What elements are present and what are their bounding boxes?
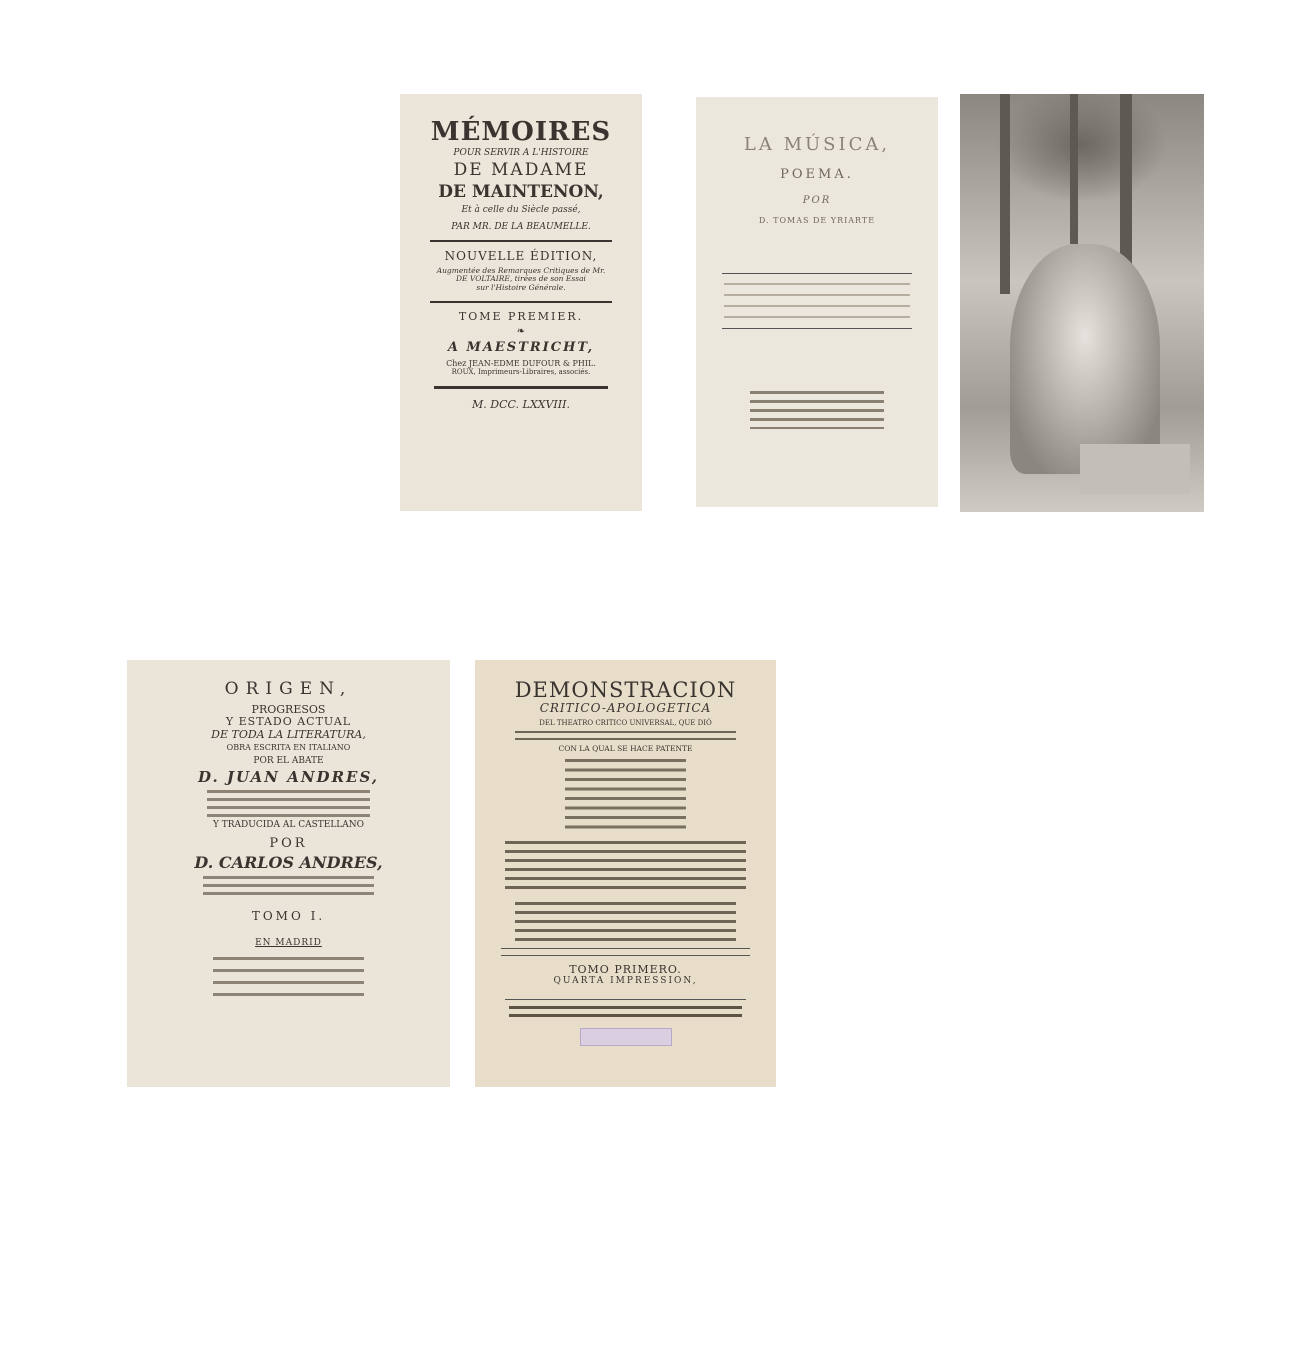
text-block (515, 900, 736, 944)
divider (430, 301, 612, 303)
title: ORIGEN, (224, 679, 353, 699)
text-line: Augmentée des Remarques Critiques de Mr. (436, 265, 606, 275)
text-line: A MAESTRICHT, (447, 339, 595, 355)
divider (722, 328, 912, 329)
text-line: DE MAINTENON, (438, 181, 604, 202)
divider (434, 386, 608, 389)
text-line: TOMO I. (251, 908, 326, 923)
engraving-frontispiece[interactable] (960, 94, 1204, 512)
imprint-block (509, 1004, 742, 1018)
divider (430, 240, 612, 242)
book-title-page-origen[interactable] (127, 660, 450, 1087)
text-line: PAR MR. DE LA BEAUMELLE. (451, 221, 591, 232)
library-stamp (580, 1028, 672, 1046)
divider (505, 999, 746, 1000)
book-title-page-demonstracion[interactable] (475, 660, 776, 1087)
text-line: POUR SERVIR A L'HISTOIRE (453, 147, 589, 158)
text-line: TOMO PRIMERO. (569, 962, 682, 976)
title: LA MÚSICA, (743, 134, 891, 155)
list-block (565, 756, 686, 832)
text-line: Chez JEAN-EDME DUFOUR & PHIL. (446, 358, 596, 368)
text-block (505, 838, 746, 894)
text-line: POR EL ABATE (253, 755, 324, 766)
text-line: NOUVELLE ÉDITION, (444, 249, 598, 264)
text-line: ROUX, Imprimeurs-Libraires, associés. (451, 367, 591, 376)
book-title-page-la-musica[interactable] (696, 97, 938, 507)
text-line: Et à celle du Siècle passé, (461, 205, 581, 216)
tree (1000, 94, 1010, 294)
text-line: DE MADAME (453, 160, 589, 181)
text-line: Y TRADUCIDA AL CASTELLANO (212, 820, 365, 831)
tree (1120, 94, 1132, 264)
book-title-page-memoires[interactable] (400, 94, 642, 511)
text-line: POR (269, 835, 308, 851)
text-line: EN MADRID (255, 937, 322, 948)
text-line: PROGRESOS (251, 702, 326, 716)
imprint-block (750, 389, 884, 429)
text-line: DE TODA LA LITERATURA, (211, 727, 366, 741)
text-line: TOME PREMIER. (458, 309, 584, 323)
tree (1070, 94, 1078, 244)
title: MÉMOIRES (430, 117, 612, 147)
text-line: D. JUAN ANDRES, (198, 768, 379, 786)
epigraph-block (724, 278, 910, 324)
divider (722, 273, 912, 274)
divider (501, 955, 750, 956)
text-line: CRITICO-APOLOGETICA (539, 701, 712, 716)
text-line: Y ESTADO ACTUAL (225, 715, 352, 729)
text-line: OBRA ESCRITA EN ITALIANO (226, 743, 351, 753)
divider (501, 948, 750, 949)
text-line: QUARTA IMPRESSION, (553, 976, 698, 987)
text-block (203, 874, 374, 900)
text-line: sur l'Histoire Générale. (476, 283, 566, 293)
text-block (207, 788, 370, 818)
text-line: CON LA QUAL SE HACE PATENTE (558, 743, 693, 753)
text-line: D. TOMAS DE YRIARTE (758, 216, 876, 226)
text-line: POEMA. (780, 166, 854, 182)
text-line: D. CARLOS ANDRES, (194, 852, 383, 872)
pedestal (1080, 444, 1190, 494)
text-line: M. DCC. LXXVIII. (472, 398, 570, 411)
title: DEMONSTRACION (514, 678, 737, 702)
text-block (515, 729, 736, 743)
ornament-icon: ❧ (516, 326, 526, 338)
text-line: DE VOLTAIRE, tirées de son Essai (456, 274, 586, 284)
imprint-block (213, 954, 364, 1004)
figures (1010, 244, 1160, 474)
text-line: POR (802, 194, 832, 206)
text-line: DEL THEATRO CRITICO UNIVERSAL, QUE DIÓ (539, 718, 712, 727)
